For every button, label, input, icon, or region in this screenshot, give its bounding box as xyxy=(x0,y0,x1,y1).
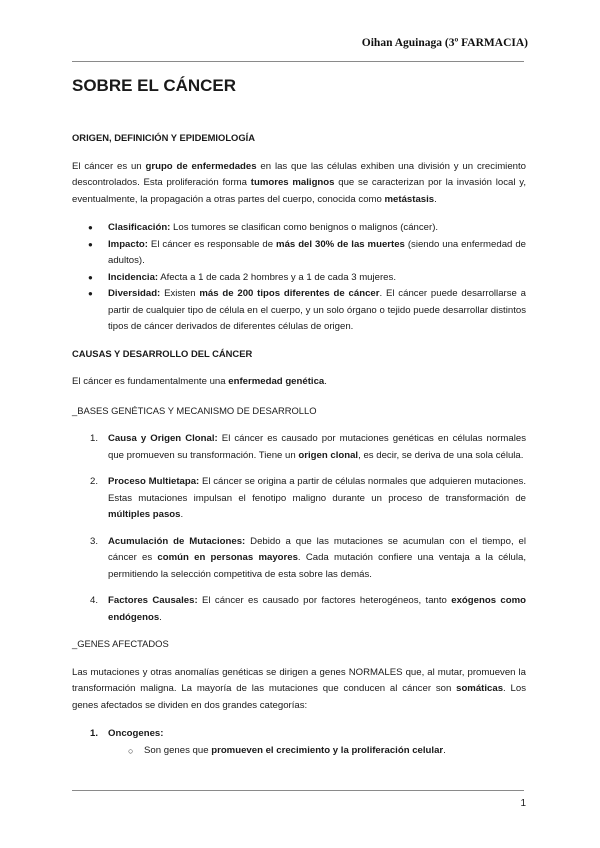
oncogenes-sublist xyxy=(108,743,526,760)
page-number: 1 xyxy=(520,798,526,809)
section-heading-causes: CAUSAS Y DESARROLLO DEL CÁNCER xyxy=(72,347,253,359)
list-item-oncogenes: 1. Oncogenes: ○ Son genes que promueven el crecimiento y la proliferación celular. xyxy=(108,726,526,759)
page-title: SOBRE EL CÁNCER xyxy=(72,76,237,95)
document-body xyxy=(72,120,526,769)
paragraph-intro: El cáncer es fundamentalmente una enfermedad genética. xyxy=(72,376,327,387)
list-item: ● Diversidad: Existen más de 200 tipos diferentes de cáncer. El cáncer puede desarrollarse a partir de cualquier tipo de célula en el cuerpo, y un solo órgano o tejido puede desarrollar distintos tipos de cáncer derivados de diferentes células de origen. xyxy=(108,286,526,336)
list-item: ● Impacto: El cáncer es responsable de más del 30% de las muertes (siendo una enfermedad de adultos). xyxy=(108,237,526,270)
list-item: 2. Proceso Multietapa: El cáncer se origina a partir de células normales que adquieren mutaciones. Estas mutaciones impulsan el fenotipo maligno durante un proceso de transformación de múltiples pasos. xyxy=(90,476,526,520)
subsection-heading-bases: _BASES GENÉTICAS Y MECANISMO DE DESARROLLO xyxy=(72,404,317,416)
list-item: 1. Causa y Origen Clonal: El cáncer es causado por mutaciones genéticas en células normales que promueven su transformación. Tiene un origen clonal, es decir, se deriva de una sola célula. xyxy=(90,433,526,461)
text-span: en las que las células exhiben una división y un crecimiento descontrolados. Esta proliferación forma xyxy=(72,160,526,188)
list-item: ● Clasificación: Los tumores se clasifican como benignos o malignos (cáncer). xyxy=(108,220,526,237)
text-span: . xyxy=(434,193,437,205)
header-author: Oihan Aguinaga (3º FARMACIA) xyxy=(361,37,528,49)
list-item: 3. Acumulación de Mutaciones: Debido a que las mutaciones se acumulan con el tiempo, el cáncer es común en personas mayores. Cada mutación confiere una ventaja a la célula, permitiendo la selección competitiva de esta sobre las demás. xyxy=(90,535,527,580)
epidemiology-list xyxy=(72,220,526,336)
sublist-item: ○ Son genes que promueven el crecimiento y la proliferación celular. xyxy=(144,743,526,760)
mechanism-list xyxy=(72,431,526,626)
bold-text: metástasis xyxy=(384,193,435,205)
bold-text: tumores malignos xyxy=(250,177,335,188)
list-item: ● Incidencia: Afecta a 1 de cada 2 hombres y a 1 de cada 3 mujeres. xyxy=(108,270,526,287)
header-divider xyxy=(72,61,524,62)
list-item: 4. Factores Causales: El cáncer es causado por factores heterogéneos, tanto exógenos como endógenos. xyxy=(90,595,526,623)
paragraph-genes: Las mutaciones y otras anomalías genéticas se dirigen a genes NORMALES que, al mutar, promueven la transformación maligna. La mayoría de las mutaciones que conducen al cáncer son somáticas. Los genes afectados se dividen en dos grandes categorías: xyxy=(72,666,526,711)
bold-text: grupo de enfermedades xyxy=(145,160,257,172)
footer-divider xyxy=(72,790,524,791)
section-heading-origin: ORIGEN, DEFINICIÓN Y EPIDEMIOLOGÍA xyxy=(72,132,256,143)
subsection-heading-genes: _GENES AFECTADOS xyxy=(72,638,169,649)
text-span: El cáncer es un xyxy=(72,160,146,172)
paragraph-definition xyxy=(72,159,526,209)
text-span: que se caracterizan por la invasión local y, eventualmente, la propagación a otras partes del cuerpo, conocida como xyxy=(72,177,526,205)
gene-categories-list xyxy=(72,726,526,759)
